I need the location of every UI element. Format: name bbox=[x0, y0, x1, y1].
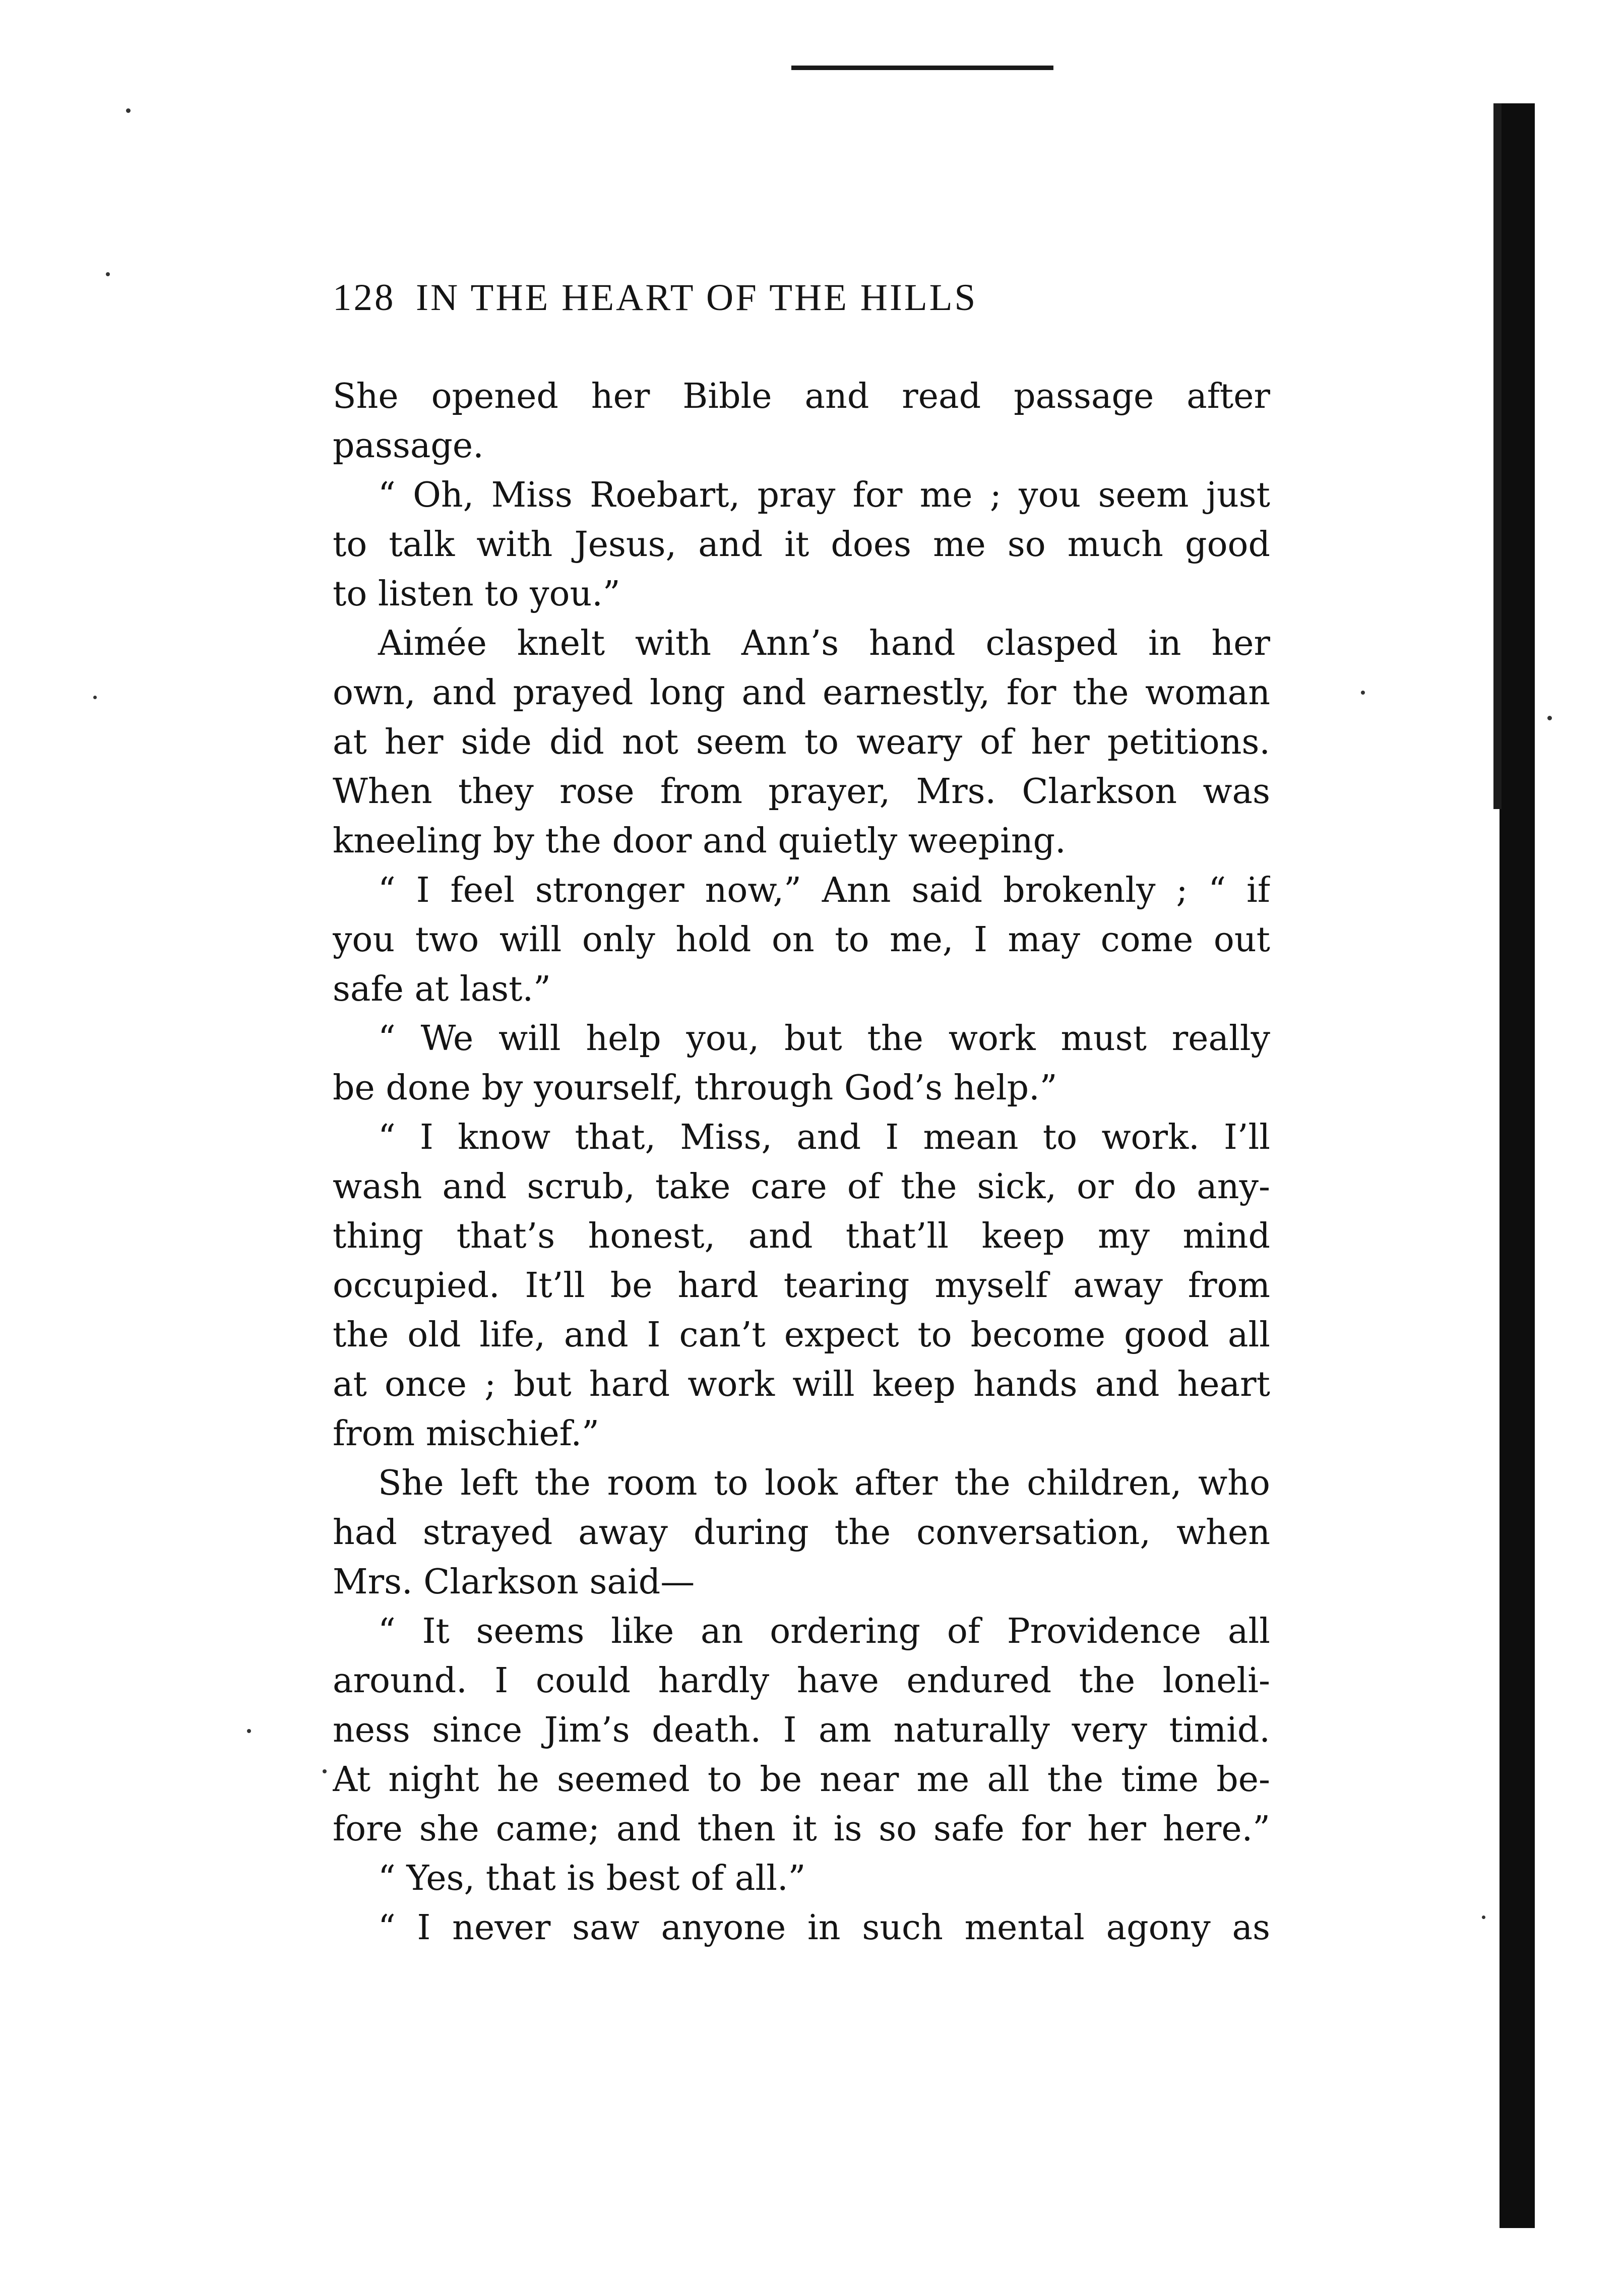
text-line: you two will only hold on to me, I may come out bbox=[333, 920, 1270, 960]
text-line: “ Yes, that is best of all.” bbox=[378, 1859, 806, 1898]
text-line: “ We will help you, but the work must really bbox=[378, 1019, 1270, 1059]
text-line: to listen to you.” bbox=[333, 574, 620, 614]
text-line: be done by yourself, through God’s help.” bbox=[333, 1068, 1057, 1108]
text-line: “ I feel stronger now,” Ann said brokenly ; “ if bbox=[378, 871, 1270, 910]
page-header bbox=[333, 276, 1270, 322]
text-line: at once ; but hard work will keep hands and heart bbox=[333, 1365, 1270, 1404]
text-line: around. I could hardly have endured the loneli- bbox=[333, 1661, 1270, 1701]
ink-speck bbox=[126, 108, 131, 113]
text-line: When they rose from prayer, Mrs. Clarkson was bbox=[333, 772, 1270, 812]
page-number: 128 bbox=[333, 277, 396, 319]
text-line: fore she came; and then it is so safe for her here.” bbox=[333, 1809, 1270, 1849]
ink-speck bbox=[323, 1769, 327, 1773]
ink-speck bbox=[1482, 1916, 1485, 1919]
top-rule bbox=[791, 66, 1053, 70]
ink-speck bbox=[1547, 716, 1552, 720]
text-line: the old life, and I can’t expect to become good all bbox=[333, 1315, 1270, 1355]
text-line: had strayed away during the conversation, when bbox=[333, 1513, 1270, 1553]
ink-speck bbox=[1361, 691, 1365, 695]
text-line: kneeling by the door and quietly weeping. bbox=[333, 821, 1066, 861]
text-line: thing that’s honest, and that’ll keep my mind bbox=[333, 1216, 1270, 1256]
body-text bbox=[333, 372, 1270, 1953]
text-line: “ It seems like an ordering of Providence all bbox=[378, 1612, 1270, 1651]
text-line: from mischief.” bbox=[333, 1414, 599, 1454]
text-line: occupied. It’ll be hard tearing myself away from bbox=[333, 1266, 1270, 1306]
running-head: IN THE HEART OF THE HILLS bbox=[416, 277, 978, 319]
ink-speck bbox=[93, 696, 97, 699]
ink-speck bbox=[247, 1729, 251, 1733]
binding-shadow bbox=[1500, 103, 1535, 2228]
text-line: “ I know that, Miss, and I mean to work. I’ll bbox=[378, 1118, 1270, 1157]
text-line: Mrs. Clarkson said— bbox=[333, 1562, 695, 1602]
text-line: safe at last.” bbox=[333, 969, 551, 1009]
text-line: Aimée knelt with Ann’s hand clasped in her bbox=[378, 624, 1270, 663]
text-line: “ I never saw anyone in such mental agony as bbox=[378, 1908, 1270, 1948]
ink-speck bbox=[106, 272, 110, 276]
text-line: ness since Jim’s death. I am naturally very timid. bbox=[333, 1710, 1270, 1750]
text-line: She left the room to look after the children, who bbox=[378, 1463, 1270, 1503]
text-line: At night he seemed to be near me all the time be- bbox=[333, 1760, 1270, 1800]
text-line: passage. bbox=[333, 426, 484, 466]
text-line: “ Oh, Miss Roebart, pray for me ; you seem just bbox=[378, 475, 1270, 515]
text-line: wash and scrub, take care of the sick, or do any- bbox=[333, 1167, 1270, 1207]
text-line: at her side did not seem to weary of her petitions. bbox=[333, 722, 1270, 762]
text-line: own, and prayed long and earnestly, for the woman bbox=[333, 673, 1270, 713]
text-line: She opened her Bible and read passage after bbox=[333, 377, 1270, 416]
text-line: to talk with Jesus, and it does me so much good bbox=[333, 525, 1270, 565]
